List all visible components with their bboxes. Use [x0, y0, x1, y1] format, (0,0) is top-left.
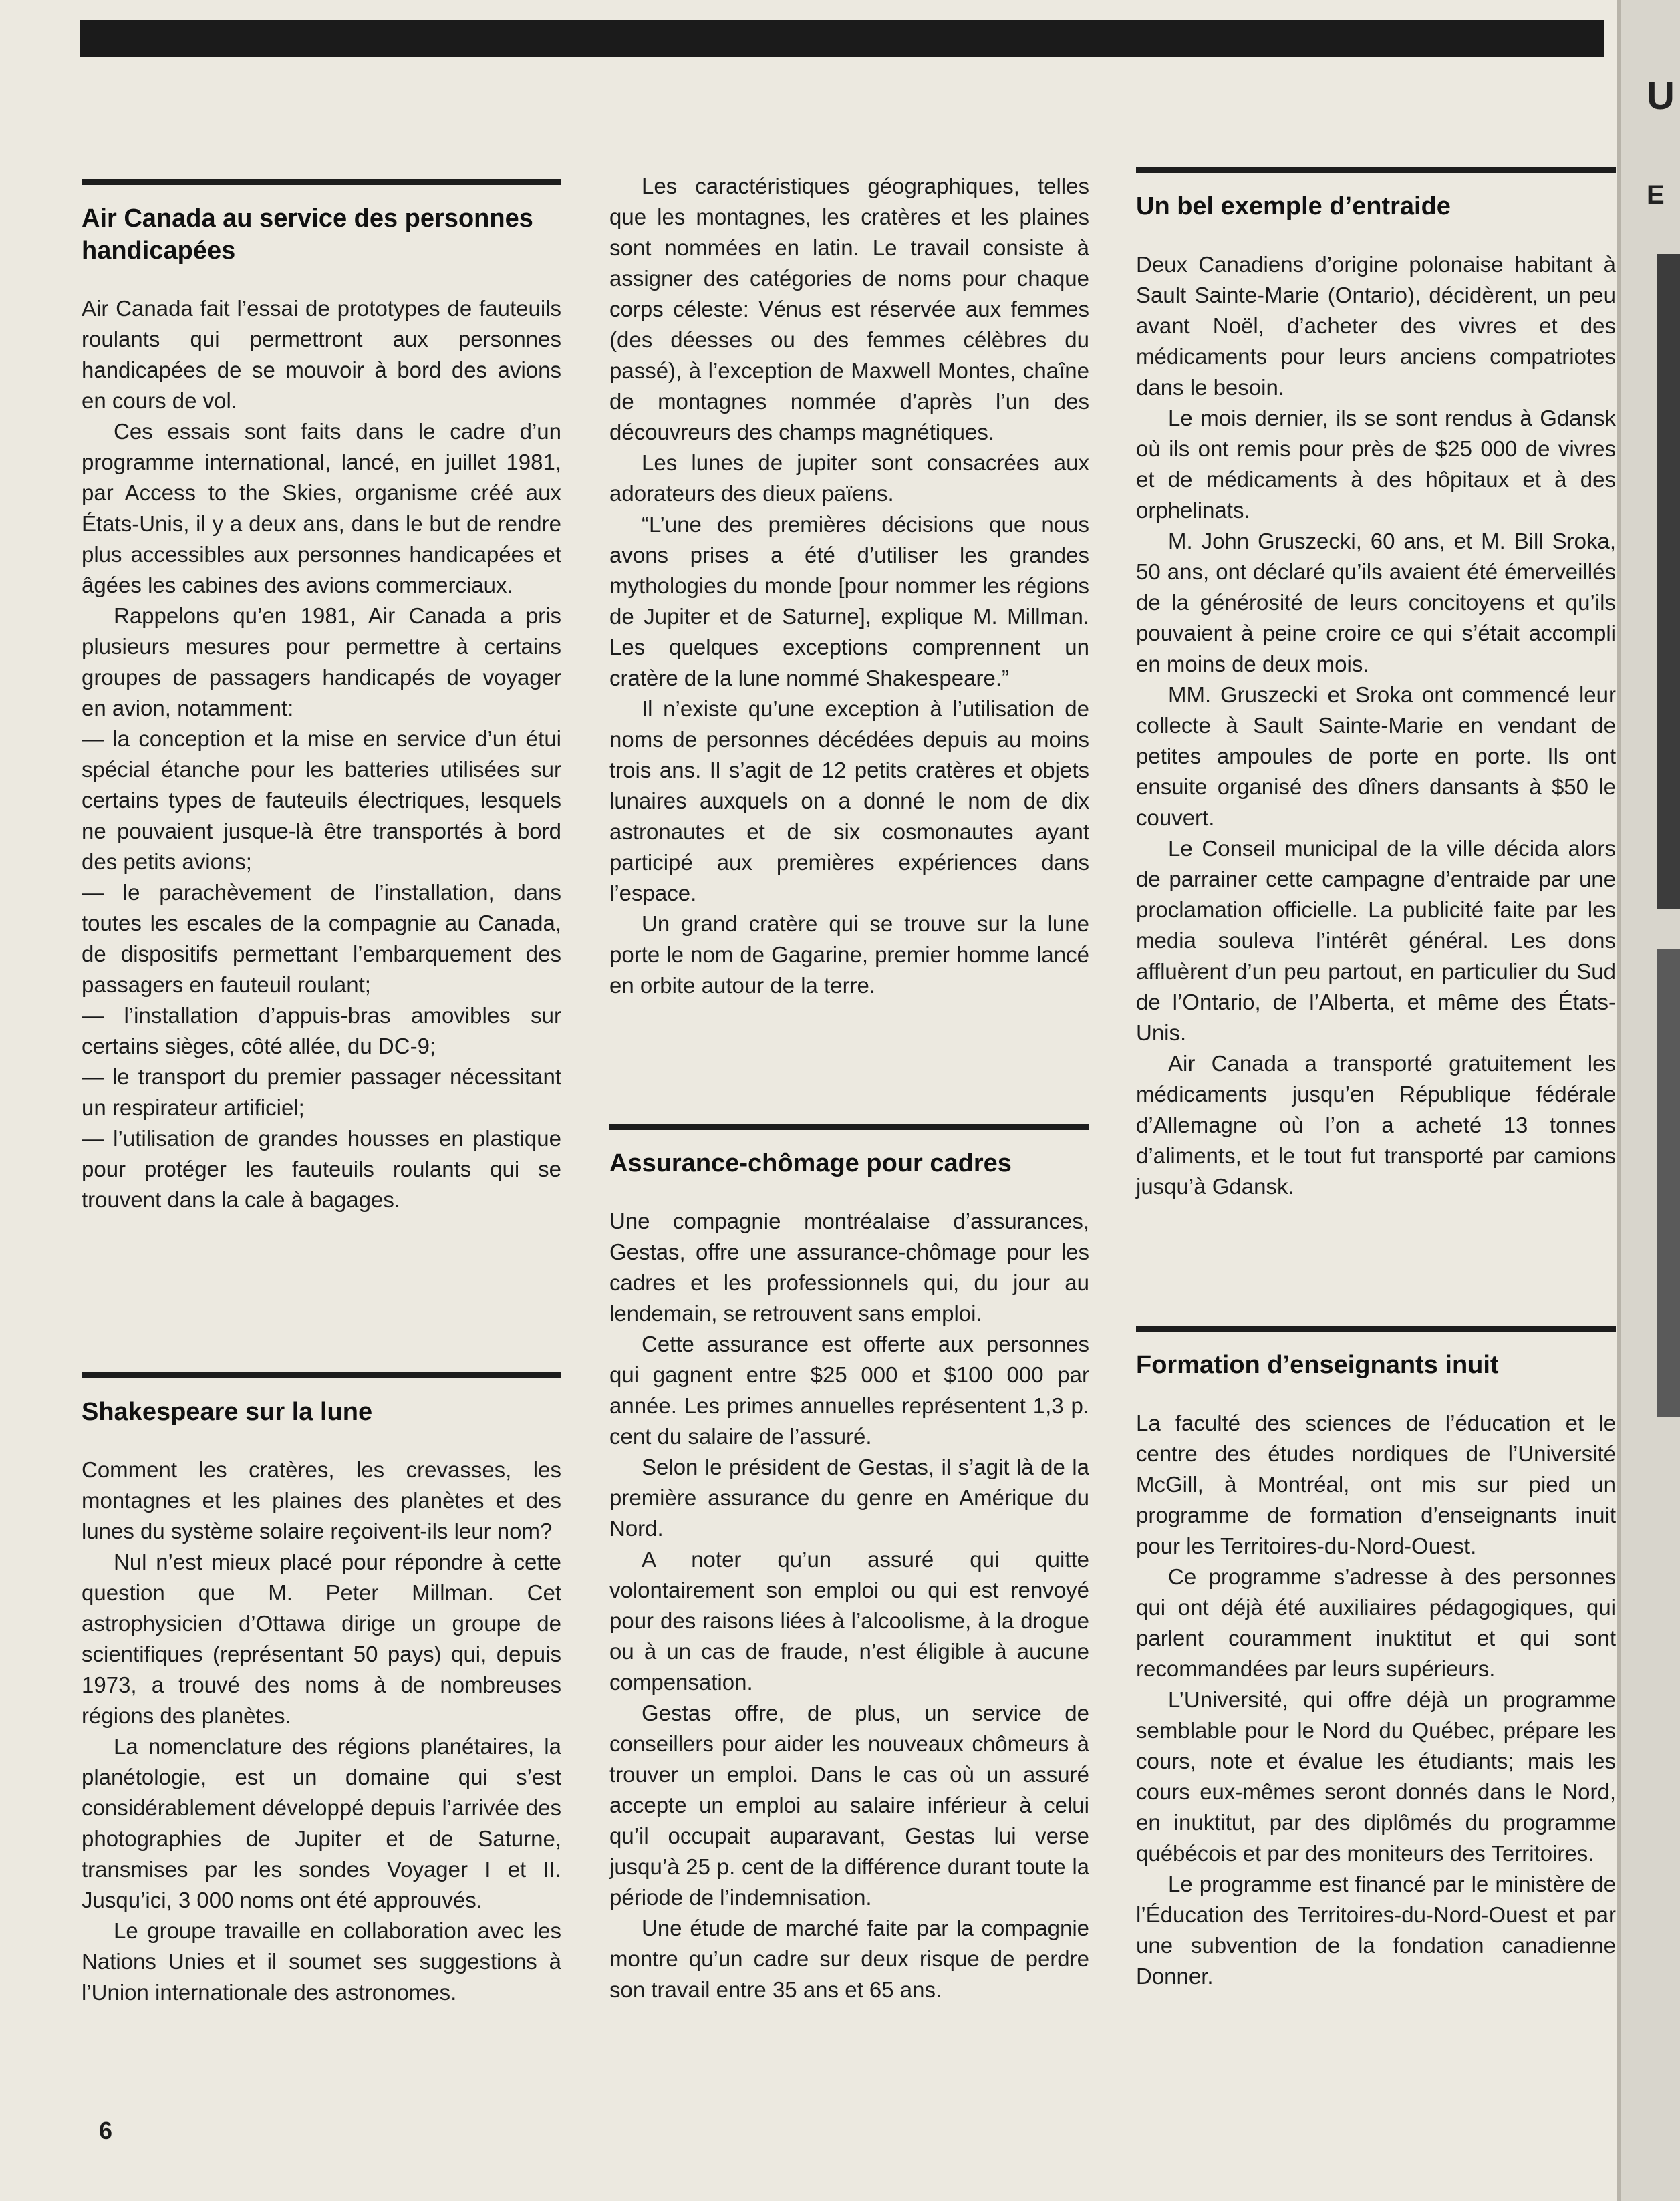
adjacent-page-letter: U: [1647, 74, 1675, 118]
article-entraide: [1136, 167, 1616, 1202]
paragraph: Comment les cratères, les crevasses, les montagnes et les plaines des planètes et des lunes du système solaire reçoivent-ils leur nom?: [82, 1457, 561, 1544]
paragraph: A noter qu’un assuré qui quitte volontairement son emploi ou qui est renvoyé pour des raisons liées à l’alcoolisme, à la drogue ou à un cas de fraude, n’est éligible à aucune compensation.: [609, 1547, 1089, 1695]
paragraph: Le programme est financé par le ministère de l’Éducation des Territoires-du-Nord-Ouest et par une subvention de la fondation canadienne Donner.: [1136, 1872, 1616, 1989]
paragraph: — la conception et la mise en service d’un étui spécial étanche pour les batteries utilisées sur certains types de fauteuils électriques, lesquels ne pouvaient jusque-là être transportés à bord des petits avions;: [82, 726, 561, 874]
paragraph: Les lunes de jupiter sont consacrées aux adorateurs des dieux païens.: [609, 450, 1089, 506]
paragraph: Selon le président de Gestas, il s’agit là de la première assurance du genre en Amérique du Nord.: [609, 1455, 1089, 1541]
column-left: [82, 179, 561, 1215]
article-rule: [82, 1372, 561, 1378]
column-left-lower: [82, 1372, 561, 2008]
article-air-canada: [82, 179, 561, 1215]
article-title: Shakespeare sur la lune: [82, 1398, 373, 1426]
adjacent-page-dark-block: [1657, 254, 1680, 909]
paragraph: Un grand cratère qui se trouve sur la lune porte le nom de Gagarine, premier homme lancé en orbite autour de la terre.: [609, 911, 1089, 998]
paragraph: Le Conseil municipal de la ville décida alors de parrainer cette campagne d’entraide par une proclamation officielle. La publicité faite par les media souleva l’intérêt général. Les dons affluèrent d’un peu partout, en particulier du Sud de l’Ontario, de l’Alberta, et même des États-Unis.: [1136, 836, 1616, 1045]
article-shakespeare: [82, 1372, 561, 2008]
top-rule-bar: [80, 20, 1604, 57]
article-title: Air Canada au service des personnes handicapées: [82, 204, 533, 265]
article-inuit: [1136, 1326, 1616, 1992]
article-title: Assurance-chômage pour cadres: [609, 1149, 1012, 1177]
paragraph: MM. Gruszecki et Sroka ont commencé leur collecte à Sault Sainte-Marie en vendant de petites ampoules de porte en porte. Ils ont ensuite organisé des dîners dansants à $50 le couvert.: [1136, 682, 1616, 830]
paragraph: L’Université, qui offre déjà un programme semblable pour le Nord du Québec, prépare les cours, note et évalue les étudiants; mais les cours eux-mêmes seront donnés dans le Nord, en inuktitut, par des diplômés du programme québécois et par des moniteurs des Territoires.: [1136, 1687, 1616, 1866]
paragraph: La faculté des sciences de l’éducation et le centre des études nordiques de l’Université McGill, à Montréal, ont mis sur pied un programme de formation d’enseignants inuit pour les Territoires-du-Nord-Ouest.: [1136, 1411, 1616, 1558]
paragraph: Les caractéristiques géographiques, telles que les montagnes, les cratères et les plaines sont nommées en latin. Le travail consiste à assigner des catégories de noms pour chaque corps céleste: Vénus est réservée aux femmes (des déesses ou des femmes célèbres du passé), à l’exception de Maxwell Montes, chaîne de montagnes nommée d’après l’un des découvreurs des champs magnétiques.: [609, 174, 1089, 444]
paragraph: Une compagnie montréalaise d’assurances, Gestas, offre une assurance-chômage pour les cadres et les professionnels qui, du jour au lendemain, se retrouvent sans emploi.: [609, 1209, 1089, 1326]
paragraph: Deux Canadiens d’origine polonaise habitant à Sault Sainte-Marie (Ontario), décidèrent, un peu avant Noël, d’acheter des vivres et des médicaments pour leurs anciens compatriotes dans le besoin.: [1136, 252, 1616, 400]
article-shakespeare-continued: [609, 171, 1089, 1001]
article-rule: [1136, 167, 1616, 173]
column-middle-lower: [609, 1124, 1089, 2005]
column-right-lower: [1136, 1326, 1616, 1992]
paragraph: Le mois dernier, ils se sont rendus à Gdansk où ils ont remis pour près de $25 000 de vivres et de médicaments à des hôpitaux et à des orphelinats.: [1136, 406, 1616, 523]
paragraph: — l’utilisation de grandes housses en plastique pour protéger les fauteuils roulants qui se trouvent dans la cale à bagages.: [82, 1126, 561, 1212]
adjacent-page-edge: [1617, 0, 1680, 2201]
page-number: 6: [99, 2117, 113, 2144]
paragraph: La nomenclature des régions planétaires, la planétologie, est un domaine qui s’est considérablement développé depuis l’arrivée des photographies de Jupiter et de Saturne, transmises par les sondes Voyager I et II. Jusqu’ici, 3 000 noms ont été approuvés.: [82, 1734, 561, 1912]
column-middle: [609, 171, 1089, 1001]
paragraph: Le groupe travaille en collaboration avec les Nations Unies et il soumet ses suggestions à l’Union internationale des astronomes.: [82, 1918, 561, 2005]
paragraph: Nul n’est mieux placé pour répondre à cette question que M. Peter Millman. Cet astrophysicien d’Ottawa dirige un groupe de scientifiques (représentant 50 pays) qui, depuis 1973, a trouvé des noms à de nombreuses régions des planètes.: [82, 1550, 561, 1728]
paragraph: Ce programme s’adresse à des personnes qui ont déjà été auxiliaires pédagogiques, qui parlent couramment inuktitut et qui sont recommandées par leurs supérieurs.: [1136, 1564, 1616, 1681]
paragraph: M. John Gruszecki, 60 ans, et M. Bill Sroka, 50 ans, ont déclaré qu’ils avaient été émerveillés de la générosité de leurs concitoyens et qu’ils pouvaient à peine croire ce qui s’était accompli en moins de deux mois.: [1136, 529, 1616, 676]
paragraph: — le parachèvement de l’installation, dans toutes les escales de la compagnie au Canada, de dispositifs permettant l’embarquement des passagers en fauteuil roulant;: [82, 880, 561, 997]
paragraph: — l’installation d’appuis-bras amovibles sur certains sièges, côté allée, du DC-9;: [82, 1003, 561, 1058]
article-title: Formation d’enseignants inuit: [1136, 1351, 1499, 1379]
adjacent-page-letter: E: [1647, 180, 1665, 210]
article-rule: [82, 179, 561, 185]
adjacent-page-dark-block: [1657, 949, 1680, 1417]
column-right: [1136, 167, 1616, 1202]
article-title: Un bel exemple d’entraide: [1136, 192, 1451, 221]
article-assurance: [609, 1124, 1089, 2005]
paragraph: Cette assurance est offerte aux personnes qui gagnent entre $25 000 et $100 000 par année. Les primes annuelles représentent 1,3 p. cent du salaire de l’assuré.: [609, 1332, 1089, 1449]
paragraph: Air Canada fait l’essai de prototypes de fauteuils roulants qui permettront aux personnes handicapées de se mouvoir à bord des avions en cours de vol.: [82, 296, 561, 413]
paragraph: Rappelons qu’en 1981, Air Canada a pris plusieurs mesures pour permettre à certains groupes de passagers handicapés de voyager en avion, notamment:: [82, 603, 561, 720]
page-gutter: [1617, 0, 1621, 2201]
paragraph: Gestas offre, de plus, un service de conseillers pour aider les nouveaux chômeurs à trouver un emploi. Dans le cas où un assuré accepte un emploi au salaire inférieur à celui qu’il occupait auparavant, Gestas lui verse jusqu’à 25 p. cent de la différence durant toute la période de l’indemnisation.: [609, 1701, 1089, 1910]
paragraph: Il n’existe qu’une exception à l’utilisation de noms de personnes décédées depuis au moins trois ans. Il s’agit de 12 petits cratères et objets lunaires auxquels on a donné le nom de dix astronautes et de six cosmonautes ayant participé aux premières expériences dans l’espace.: [609, 696, 1089, 905]
article-rule: [609, 1124, 1089, 1130]
article-rule: [1136, 1326, 1616, 1332]
paragraph: Ces essais sont faits dans le cadre d’un programme international, lancé, en juillet 1981, par Access to the Skies, organisme créé aux États-Unis, il y a deux ans, dans le but de rendre plus accessibles aux personnes handicapées et âgées les cabines des avions commerciaux.: [82, 419, 561, 597]
paragraph: — le transport du premier passager nécessitant un respirateur artificiel;: [82, 1064, 561, 1120]
paragraph: Une étude de marché faite par la compagnie montre qu’un cadre sur deux risque de perdre son travail entre 35 ans et 65 ans.: [609, 1916, 1089, 2002]
paragraph: Air Canada a transporté gratuitement les médicaments jusqu’en République fédérale d’Allemagne où l’on a acheté 13 tonnes d’aliments, et le tout fut transporté par camions jusqu’à Gdansk.: [1136, 1051, 1616, 1199]
paragraph: “L’une des premières décisions que nous avons prises a été d’utiliser les grandes mythologies du monde [pour nommer les régions de Jupiter et de Saturne], explique M. Millman. Les quelques exceptions comprennent un cratère de la lune nommé Shakespeare.”: [609, 512, 1089, 690]
